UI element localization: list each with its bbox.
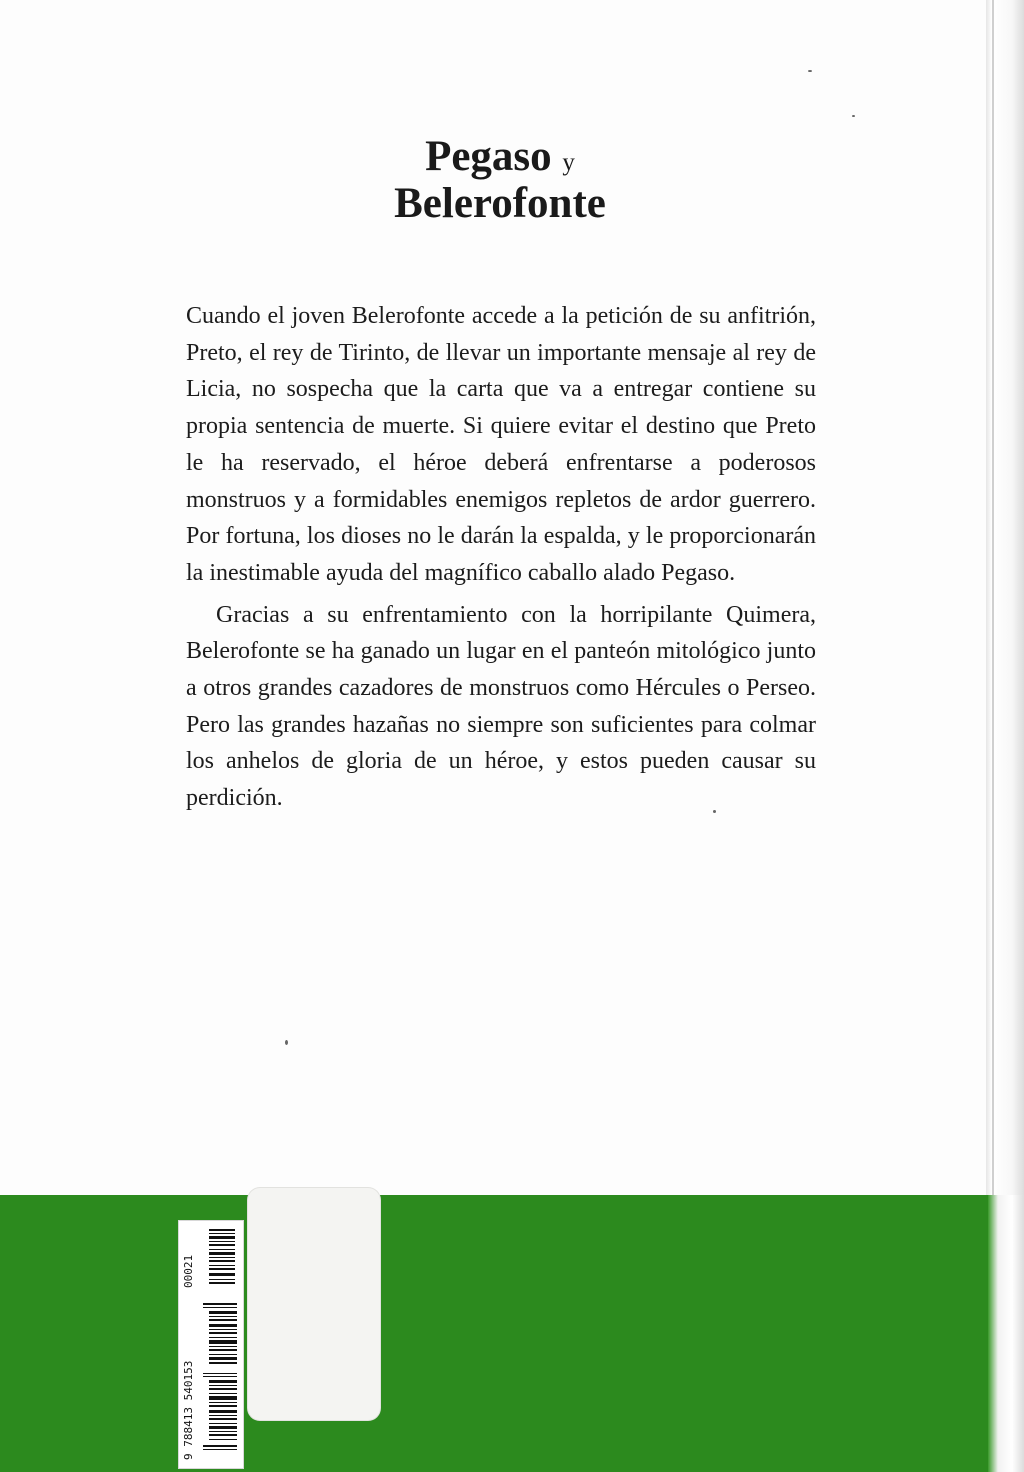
synopsis bbox=[186, 298, 816, 817]
synopsis-paragraph: Gracias a su enfrentamiento con la horripilante Quimera, Belerofonte se ha ganado un lugar en el panteón mitológico junto a otros grandes cazadores de monstruos como Hércules o Perseo. Pero las grandes hazañas no siempre son suficientes para colmar los anhelos de gloria de un héroe, y estos pueden causar su perdición. bbox=[186, 601, 816, 812]
title-connector: y bbox=[562, 149, 575, 176]
paper-speck bbox=[808, 70, 812, 72]
title-word-pegaso: Pegaso bbox=[425, 133, 552, 180]
spine-crease bbox=[992, 0, 994, 1195]
barcode-supplement: 00021 bbox=[182, 1254, 195, 1288]
green-band-spine-edge bbox=[988, 1195, 1024, 1472]
paper-speck bbox=[285, 1040, 288, 1045]
price-sticker bbox=[248, 1188, 380, 1420]
title-line-1 bbox=[0, 135, 1000, 178]
paper-speck bbox=[713, 810, 716, 813]
paper-speck bbox=[852, 115, 855, 117]
title-line-2: Belerofonte bbox=[394, 180, 606, 227]
barcode-number: 9 788413 540153 bbox=[182, 1360, 195, 1460]
synopsis-paragraph: Cuando el joven Belerofonte accede a la petición de su anfitrión, Preto, el rey de Tirinto, de llevar un importante mensaje al rey de Licia, no sospecha que la carta que va a entregar contiene su propia sentencia de muerte. Si quiere evitar el destino que Preto le ha reservado, el héroe deberá enfrentarse a poderosos monstruos y a formidables enemigos repletos de ardor guerrero. Por fortuna, los dioses no le darán la espalda, y le proporcionarán la inestimable ayuda del magnífico caballo alado Pegaso. bbox=[186, 303, 816, 586]
green-band bbox=[0, 1195, 988, 1472]
